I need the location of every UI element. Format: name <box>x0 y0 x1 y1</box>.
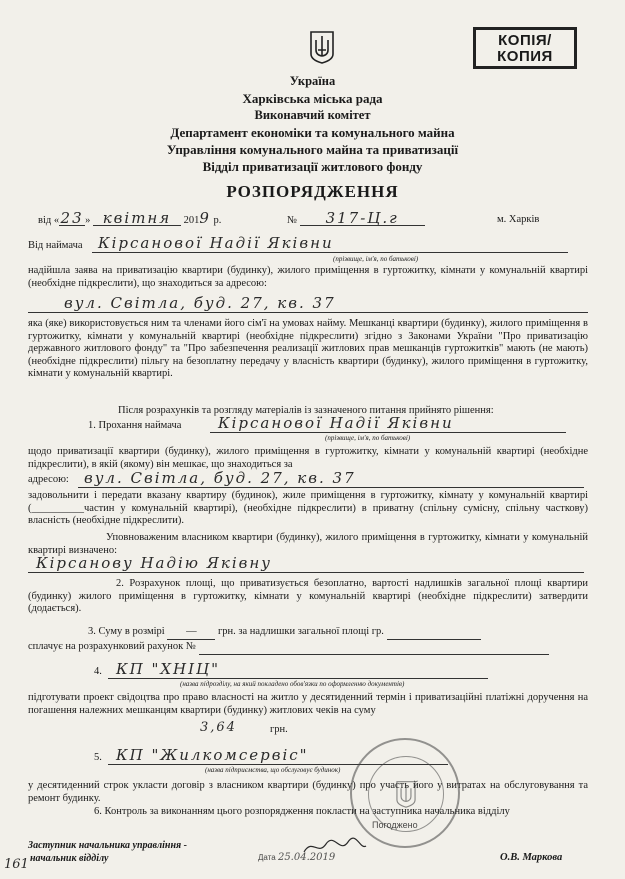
seal-trident-icon <box>395 780 417 808</box>
order-number <box>287 209 425 228</box>
item3-amount-blank: — <box>167 626 215 640</box>
document-title: РОЗПОРЯДЖЕННЯ <box>226 182 399 201</box>
item3-b: грн. за надлишки загальної площі гр. <box>217 626 384 637</box>
item5-caption: (назва підприємства, що обслуговує будинок) <box>205 766 341 774</box>
number-value: 317-Ц.г <box>300 212 425 226</box>
item1-caption: (прізвище, ім'я, по батькові) <box>325 434 411 442</box>
decision-intro: Після розрахунків та розгляду матеріалів із зазначеного питання прийнято рішення: <box>118 405 494 416</box>
copy-stamp <box>473 27 577 69</box>
approval-stamp <box>372 820 418 830</box>
date-year-digit: 9 <box>199 209 211 227</box>
header-department: Департамент економіки та комунального майна <box>170 125 455 140</box>
item4-num: 4. <box>94 666 102 677</box>
address-label: адресою: <box>28 474 69 485</box>
margin-note: 161 <box>4 857 29 872</box>
official-seal <box>350 738 460 848</box>
header-directorate: Управління комунального майна та приватизації <box>166 142 459 157</box>
address-1: вул. Світла, буд. 27, кв. 37 <box>28 294 588 313</box>
item3-a: 3. Суму в розмірі <box>88 626 165 637</box>
signature-title-2: начальник відділу <box>30 853 109 864</box>
item5-organization: КП "Жилкомсервіс" <box>108 746 448 765</box>
approval-date-value: 25.04.2019 <box>277 852 336 863</box>
item1-name: Кірсанової Надії Яківни <box>210 414 566 433</box>
copy-stamp-line2: КОПИЯ <box>497 48 553 65</box>
date-suffix: р. <box>213 215 222 226</box>
certificate-sum-unit: грн. <box>270 724 288 735</box>
item1-prefix: 1. Прохання наймача <box>88 420 182 431</box>
handwritten-signature <box>300 836 370 858</box>
header-country: Україна <box>289 74 336 88</box>
date-day: 23 <box>60 209 84 227</box>
paragraph-privatization: щодо приватизації квартири (будинку), жилого приміщення в гуртожитку, кімнати у комунальній квартирі (необхідне підкреслити), в якій (якому) він мешкає, що знаходиться за <box>28 446 588 470</box>
tenant-name-caption: (прізвище, ім'я, по батькові) <box>333 255 419 263</box>
item5-num: 5. <box>94 752 102 763</box>
header-council: Харківська міська рада <box>242 91 383 106</box>
item-3-line <box>88 626 481 640</box>
item-2-calculation: 2. Розрахунок площі, що приватизується безоплатно, вартості надлишків загальної площі квартири (будинку) жилого приміщення в гуртожитку, кімнати у комунальній квартирі (необхідне підкреслити) затвердити (додається). <box>28 578 588 615</box>
address-2: вул. Світла, буд. 27, кв. 37 <box>78 469 584 488</box>
paragraph-application: надійшла заява на приватизацію квартири (будинку), жилого приміщення в гуртожитку, кімнати у комунальній квартирі (необхідне підкреслити), що знаходиться за адресою: <box>28 265 588 289</box>
paragraph-usage: яка (яке) використовується ним та членами його сім'ї на умовах найму. Мешканці квартири (будинку), жилого приміщення в гуртожитку, кімнати у комунальній квартирі (необхідне підкреслити) згідно з Законами України "Про приватизацію державного житлового фонду" та "Про забезпечення реализації житлових прав мешканців гуртожитків" мають (не мають) (необхідне підкреслити) пільгу на безоплатну передачу у власність квартири (будинку), жилого приміщення в гуртожитку, кімнати у комунальній квартирі. <box>28 318 588 380</box>
header-committee: Виконавчий комітет <box>254 108 371 122</box>
number-label: № <box>287 215 298 226</box>
item3-name-blank <box>387 626 481 640</box>
approval-text: Погоджено <box>372 820 418 830</box>
owner-name: Кірсанову Надію Яківну <box>28 554 584 573</box>
item-6-control: 6. Контроль за виконанням цього розпорядження покласти на заступника начальника відділу <box>94 806 510 817</box>
city: м. Харків <box>497 214 540 225</box>
approval-date-label: Дата <box>258 853 276 862</box>
date-line <box>38 209 222 228</box>
certificate-sum: 3,64 <box>200 720 237 735</box>
item3-account-blank <box>199 641 549 655</box>
header-division: Відділ приватизації житлового фонду <box>202 159 423 174</box>
copy-stamp-line1: КОПІЯ/ <box>498 32 552 49</box>
signatory-name: О.В. Маркова <box>500 852 563 863</box>
signature-title-1: Заступник начальника управління - <box>28 840 188 851</box>
date-year-prefix: 201 <box>183 215 200 226</box>
date-prefix: від « <box>38 215 60 226</box>
item3-c: сплачує на розрахунковий рахунок № <box>28 641 196 652</box>
paragraph-transfer: задовольнити і передати вказану квартиру (будинок), жиле приміщення в гуртожитку, кімнату у комунальній квартирі (__________частин у комунальній квартирі), (необхідне підкреслити) в приватну (спільну сумісну, спільну часткову) власність (необхідне підкреслити). <box>28 490 588 527</box>
paragraph-certificate: підготувати проект свідоцтва про право власності на житло у десятиденний термін і приватизаційні платіжні доручення на погашення належних мешканцям квартири (будинку) житлових чеків на суму <box>28 692 588 716</box>
paragraph-contract: у десятиденний строк укласти договір з власником квартири (будинку) про участь його у витратах на обслуговування та ремонт будинку. <box>28 780 588 804</box>
item4-organization: КП "ХНІЦ" <box>108 660 488 679</box>
trident-emblem-icon <box>309 30 335 64</box>
item-3-account <box>28 641 549 655</box>
tenant-label: Від наймача <box>28 240 83 251</box>
item4-caption: (назва підрозділу, на який покладено обов'язки по оформленню документів) <box>180 680 405 688</box>
paragraph-owner: Уповноваженим власником квартири (будинку), жилого приміщення в гуртожитку, кімнати у комунальній квартирі визначено: <box>28 532 588 556</box>
tenant-name: Кірсанової Надії Яківни <box>92 234 568 253</box>
date-mid: » <box>85 215 91 226</box>
date-month: квітня <box>93 212 181 226</box>
